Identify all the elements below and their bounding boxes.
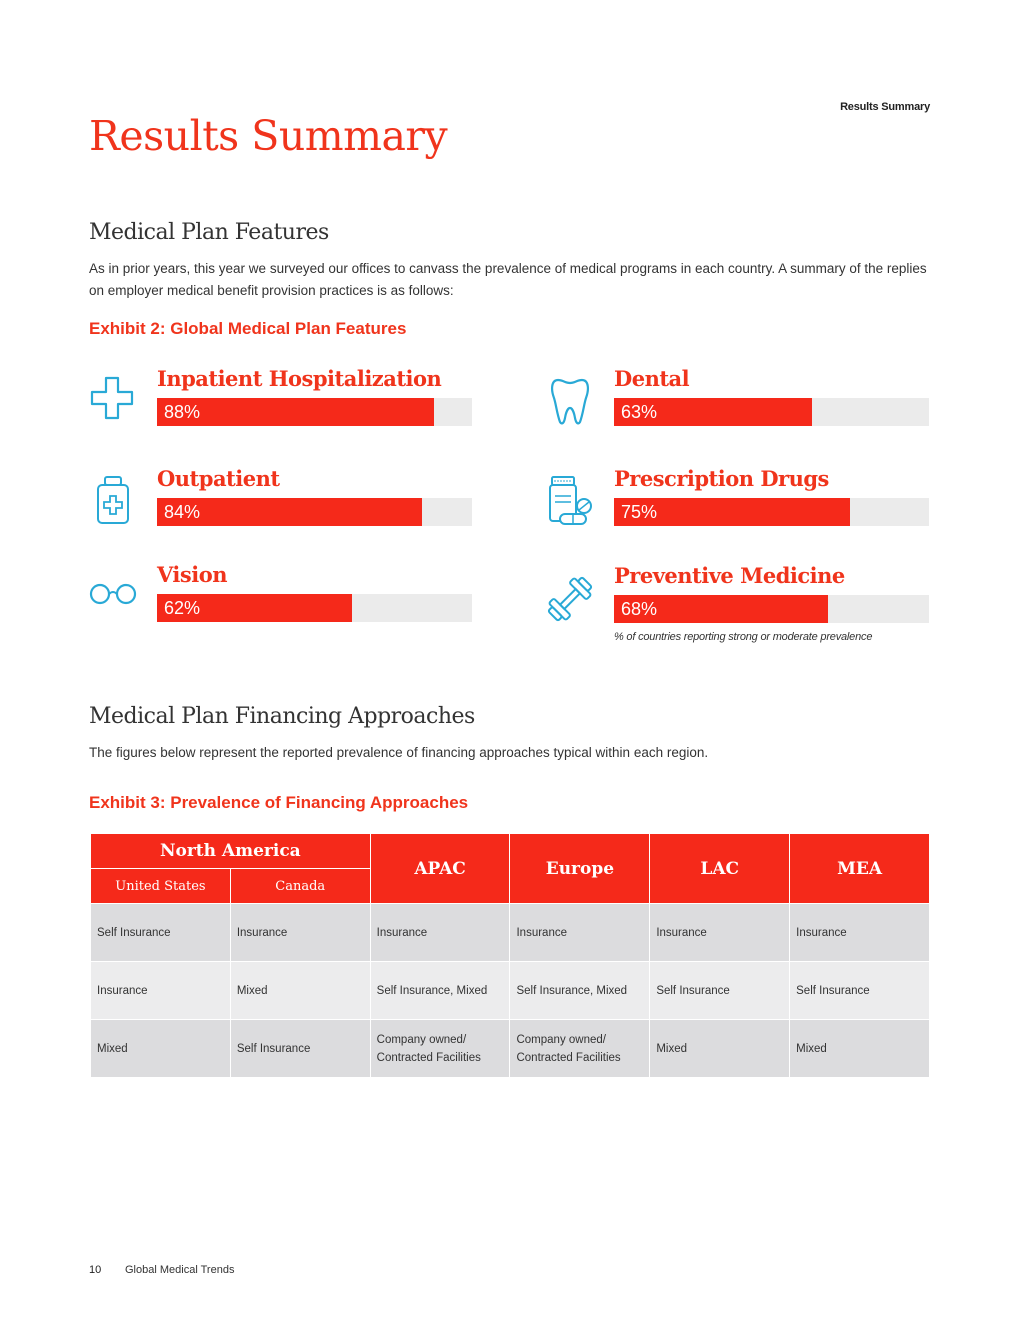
dumbbell-icon	[546, 571, 594, 623]
table-row	[91, 1020, 930, 1078]
feature-percent: 75%	[621, 502, 658, 522]
financing-intro: The figures below represent the reported prevalence of financing approaches typical within each region.	[89, 745, 709, 760]
table-cell: Company owned/ Contracted Facilities	[510, 1020, 650, 1078]
feature-percent: 63%	[621, 402, 658, 422]
footer-page-number: 10	[89, 1264, 102, 1276]
table-cell: Mixed	[91, 1020, 231, 1078]
table-cell: Self Insurance	[230, 1020, 370, 1078]
feature-vision	[89, 562, 469, 636]
feature-percent: 84%	[164, 502, 201, 522]
table-cell: Insurance	[91, 962, 231, 1020]
header-apac: APAC	[370, 834, 510, 904]
table-cell: Insurance	[230, 904, 370, 962]
feature-bar-track	[157, 594, 472, 622]
footer-publication: Global Medical Trends	[125, 1264, 235, 1276]
header-mea: MEA	[790, 834, 930, 904]
header-united-states: United States	[91, 869, 231, 904]
features-intro: As in prior years, this year we surveyed our offices to canvass the prevalence of medical programs in each country. A summary of the replies on employer medical benefit provision practices is as follows:	[89, 261, 927, 298]
table-cell: Insurance	[790, 904, 930, 962]
feature-percent: 62%	[164, 598, 201, 618]
page-title: Results Summary	[89, 112, 448, 160]
feature-percent: 68%	[621, 599, 658, 619]
feature-outpatient	[89, 466, 469, 540]
feature-bar-track	[157, 498, 472, 526]
tooth-icon	[546, 374, 594, 426]
feature-bar-track	[614, 498, 929, 526]
table-cell: Self Insurance	[790, 962, 930, 1020]
table-cell: Insurance	[510, 904, 650, 962]
header-lac: LAC	[650, 834, 790, 904]
table-cell: Self Insurance	[650, 962, 790, 1020]
table-row	[91, 904, 930, 962]
feature-percent: 88%	[164, 402, 201, 422]
feature-name: Prescription Drugs	[614, 466, 829, 491]
feature-name: Inpatient Hospitalization	[157, 366, 442, 391]
exhibit-3-title: Exhibit 3: Prevalence of Financing Approaches	[89, 793, 469, 812]
exhibit-2-title: Exhibit 2: Global Medical Plan Features	[89, 319, 407, 338]
header-north-america: North America	[91, 834, 371, 869]
feature-preventive-medicine	[546, 563, 926, 637]
table-cell: Mixed	[650, 1020, 790, 1078]
header-section-label: Results Summary	[840, 101, 930, 113]
feature-prescription-drugs	[546, 466, 926, 540]
table-cell: Mixed	[790, 1020, 930, 1078]
feature-name: Dental	[614, 366, 690, 391]
features-section-title: Medical Plan Features	[89, 220, 329, 245]
header-canada: Canada	[230, 869, 370, 904]
table-cell: Mixed	[230, 962, 370, 1020]
feature-name: Preventive Medicine	[614, 563, 845, 588]
table-cell: Company owned/ Contracted Facilities	[370, 1020, 510, 1078]
glasses-icon	[89, 570, 137, 622]
table-cell: Insurance	[650, 904, 790, 962]
feature-name: Vision	[157, 562, 227, 587]
feature-dental	[546, 366, 926, 440]
feature-name: Outpatient	[157, 466, 280, 491]
table-cell: Insurance	[370, 904, 510, 962]
feature-bar-track	[614, 595, 929, 623]
pills-icon	[546, 474, 594, 526]
financing-table	[90, 833, 930, 1078]
feature-inpatient	[89, 366, 469, 440]
feature-bar-track	[614, 398, 929, 426]
header-europe: Europe	[510, 834, 650, 904]
features-footnote: % of countries reporting strong or moderate prevalence	[614, 631, 873, 643]
medical-cross-icon	[89, 374, 137, 426]
feature-bar-track	[157, 398, 472, 426]
table-cell: Self Insurance, Mixed	[510, 962, 650, 1020]
table-cell: Self Insurance, Mixed	[370, 962, 510, 1020]
medicine-bottle-icon	[89, 474, 137, 526]
financing-section-title: Medical Plan Financing Approaches	[89, 704, 475, 729]
table-row	[91, 962, 930, 1020]
table-cell: Self Insurance	[91, 904, 231, 962]
